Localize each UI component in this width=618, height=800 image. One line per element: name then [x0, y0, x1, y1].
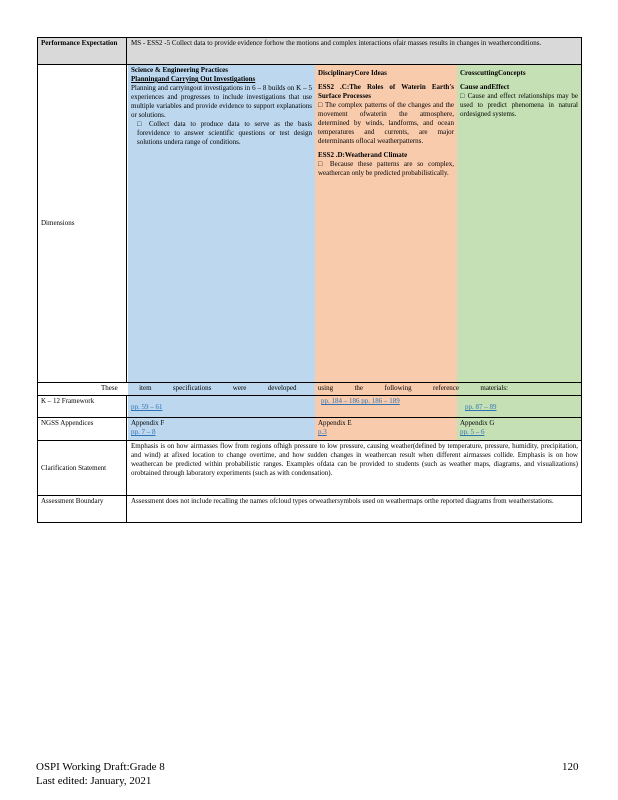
ngss-dci-cell	[315, 418, 457, 440]
ngss-row	[38, 418, 581, 441]
performance-expectation-row	[38, 38, 581, 65]
framework-row	[38, 396, 581, 418]
ngss-sep-link[interactable]: pp. 7 – 8	[131, 428, 156, 436]
framework-sep-cell	[128, 396, 315, 417]
specification-table	[37, 37, 582, 523]
clarification-label: Clarification Statement	[38, 441, 127, 495]
clarification-row	[38, 441, 581, 496]
cc-heading: CrosscuttingConcepts	[460, 69, 526, 77]
ngss-cc-link[interactable]: pp. 5 – 6	[460, 428, 485, 436]
footer-draft: OSPI Working Draft:Grade 8	[36, 761, 165, 773]
dci-subheading-ess2d: ESS2 .D:Weatherand Climate	[318, 151, 408, 159]
boundary-label: Assessment Boundary	[38, 496, 127, 522]
sep-bullet: □ Collect data to produce data to serve as the basis forevidence to answer scientific questions or test design solutions undera range of conditions.	[137, 120, 312, 146]
boundary-text: Assessment does not include recalling the names ofcloud types orweathersymbols used on weathermaps orthe reported diagrams from weatherstations.	[131, 497, 554, 505]
page-number: 120	[562, 761, 579, 773]
pe-text: MS - ESS2 -5 Collect data to provide evidence forhow the motions and complex interactions ofair masses results in changes in weatherconditions.	[131, 39, 542, 47]
ngss-cc-appendix: Appendix G	[460, 419, 495, 427]
dci-subheading-ess2c: ESS2 .C:The Roles of Waterin Earth's Surface Processes	[318, 83, 454, 100]
clarification-text: Emphasis is on how airmasses flow from regions ofhigh pressure to low pressure, causing weather(defined by temperature, pressure, humidity, precipitation, and wind) at afixed location to change overtime, and how sudden changes in weathercan result when different airmasses collide. Emphasis is on how weathercan be predicted within probabilistic ranges. Examples ofdata can be provided to students (such as weather maps, diagrams, and visualizations) orobtained through laboratory experiments (such as with condensation).	[131, 442, 578, 477]
framework-sep-link[interactable]: pp. 59 – 61	[131, 403, 163, 411]
framework-cc-cell	[457, 396, 581, 417]
dimensions-label: Dimensions	[38, 65, 127, 382]
dimensions-row	[38, 65, 581, 383]
framework-dci-cell	[315, 396, 457, 417]
reference-note: These item specifications were developed using the following reference materials:	[101, 384, 508, 392]
ngss-sep-cell	[128, 418, 315, 440]
ngss-dci-appendix: Appendix E	[318, 419, 352, 427]
sep-subheading: Planningand Carrying Out Investigations	[131, 75, 256, 83]
reference-note-row	[38, 383, 581, 396]
pe-label: Performance Expectation	[38, 38, 127, 64]
ngss-sep-appendix: Appendix F	[131, 419, 165, 427]
sep-cell	[128, 65, 315, 382]
framework-label: K – 12 Framework	[38, 396, 127, 417]
ngss-cc-cell	[457, 418, 581, 440]
footer-edited: Last edited: January, 2021	[36, 775, 152, 787]
cc-cell	[457, 65, 581, 382]
framework-cc-link[interactable]: pp. 87 – 89	[465, 403, 497, 411]
sep-intro: Planning and carryingout investigations in 6 – 8 builds on K – 5 experiences and progresses to include investigations that use multiple variables and provide evidence to support explanations or solutions.	[131, 84, 312, 119]
cc-subheading: Cause andEffect	[460, 83, 510, 91]
boundary-row	[38, 496, 581, 522]
ngss-dci-link[interactable]: p.3	[318, 428, 327, 436]
framework-dci-link[interactable]: pp. 184 – 186 pp. 186 – 189	[321, 397, 400, 405]
sep-heading: Science & Engineering Practices	[131, 66, 229, 74]
dci-heading: DisciplinaryCore Ideas	[318, 69, 387, 77]
dci-bullet-ess2c: □ The complex patterns of the changes and the movement ofwaterin the atmosphere, determined by winds, landforms, and ocean temperatures and currents, are major determinants oflocal weatherpatterns.	[318, 101, 454, 145]
dci-bullet-ess2d: □ Because these patterns are so complex, weathercan only be predicted probabilistically.	[318, 160, 454, 177]
dci-cell	[315, 65, 457, 382]
cc-bullet: □ Cause and effect relationships may be used to predict phenomena in natural ordesigned systems.	[460, 92, 578, 118]
ngss-label: NGSS Appendices	[38, 418, 127, 440]
